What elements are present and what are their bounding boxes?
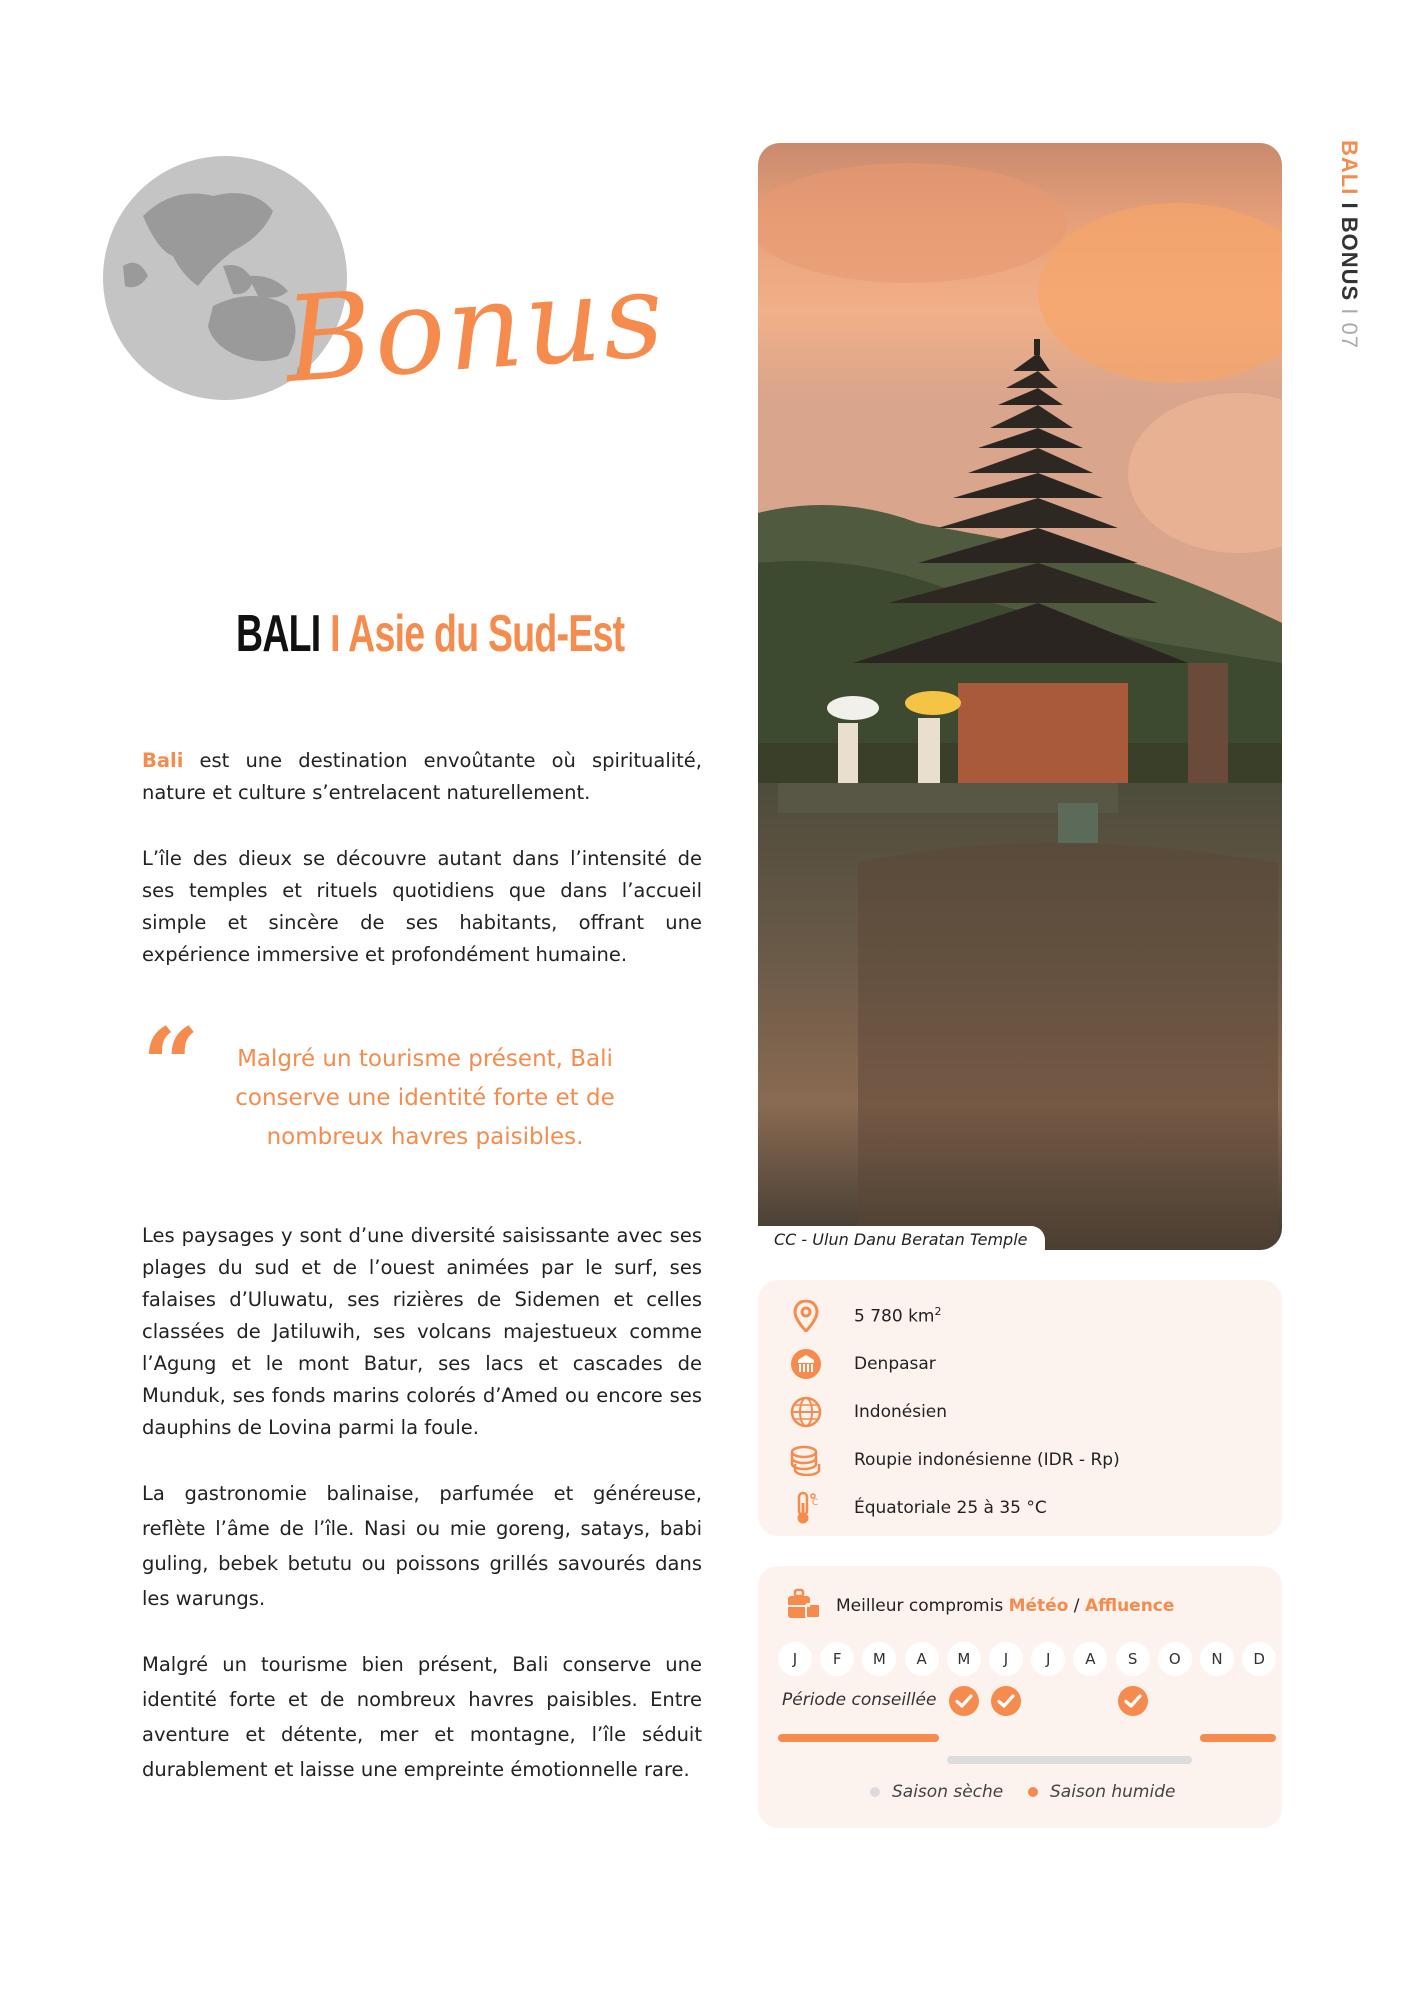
month-7: J	[1031, 1642, 1065, 1676]
month-9: S	[1116, 1642, 1150, 1676]
month-8: A	[1073, 1642, 1107, 1676]
capitol-building-icon	[788, 1346, 824, 1382]
temple-photo	[758, 143, 1282, 1250]
svg-text:C: C	[812, 1498, 819, 1508]
check-icon	[991, 1686, 1021, 1716]
legend-wet: Saison humide	[1028, 1782, 1175, 1802]
dry-season-bar	[947, 1756, 1192, 1764]
side-tab-destination: BALI	[1337, 140, 1362, 196]
fact-language-row	[788, 1392, 947, 1432]
photo-caption: CC - Ulun Danu Beratan Temple	[758, 1226, 1045, 1252]
legend-dry: Saison sèche	[870, 1782, 1003, 1802]
check-icon	[949, 1686, 979, 1716]
fact-climate-row	[788, 1488, 1047, 1528]
title-main: BALI	[236, 605, 321, 663]
intro-highlight: Bali	[142, 749, 184, 772]
fact-language: Indonésien	[854, 1402, 948, 1422]
title-sub: Asie du Sud-Est	[348, 605, 625, 663]
month-1: J	[778, 1642, 812, 1676]
fact-area-row	[788, 1296, 941, 1336]
intro-rest: est une destination envoûtante où spiritualité, nature et culture s’entrelacent naturellement.	[142, 749, 702, 804]
side-tab-section: BONUS	[1337, 216, 1362, 302]
fact-area: 5 780 $km^2$	[854, 1305, 942, 1327]
pull-quote: Malgré un tourisme présent, Bali conserve une identité forte et de nombreux havres paisibles.	[235, 1046, 615, 1150]
side-tab-page-number: 07	[1337, 322, 1362, 350]
fact-currency: Roupie indonésienne (IDR - Rp)	[854, 1450, 1120, 1470]
facts-card	[758, 1280, 1282, 1536]
fact-capital-row	[788, 1344, 936, 1384]
fact-climate: Équatoriale 25 à 35 °C	[854, 1498, 1047, 1518]
dry-dot-icon	[870, 1787, 880, 1797]
month-12: D	[1242, 1642, 1276, 1676]
month-2: F	[820, 1642, 854, 1676]
luggage-icon	[784, 1586, 822, 1628]
month-11: N	[1200, 1642, 1234, 1676]
coins-icon	[788, 1442, 824, 1478]
globe-icon	[788, 1394, 824, 1430]
quote-mark-icon: “	[142, 1006, 200, 1124]
wet-season-bar	[1200, 1734, 1276, 1742]
side-tab-separator-2: I	[1337, 308, 1362, 316]
season-title: Meilleur compromis Météo / Affluence	[836, 1596, 1175, 1616]
thermometer-icon	[788, 1490, 824, 1526]
period-label: Période conseillée	[782, 1690, 937, 1710]
body-paragraph-tourism: Malgré un tourisme bien présent, Bali conserve une identité forte et de nombreux havres paisibles. Entre aventure et détente, mer et montagne, l’île séduit durablement et laisse une empreinte émotionnelle rare.	[142, 1653, 702, 1781]
title-separator: I	[330, 605, 340, 663]
fact-capital: Denpasar	[854, 1354, 936, 1374]
fact-currency-row	[788, 1440, 1120, 1480]
month-10: O	[1158, 1642, 1192, 1676]
body-paragraph-landscapes: Les paysages y sont d’une diversité saisissante avec ses plages du sud et de l’ouest animées par le surf, ses falaises d’Uluwatu, ses rizières de Sidemen et celles classées de Jatiluwih, ses volcans majestueux comme l’Agung et le mont Batur, ses lacs et cascades de Munduk, ses fonds marins colorés d’Amed ou encore ses dauphins de Lovina parmi la foule.	[142, 1224, 702, 1439]
intro-paragraph-2: L’île des dieux se découvre autant dans l’intensité de ses temples et rituels quotidiens que dans l’accueil simple et sincère de ses habitants, offrant une expérience immersive et profondément humaine.	[142, 847, 702, 966]
bonus-script-title: Bonus	[280, 244, 670, 410]
wet-dot-icon	[1028, 1787, 1038, 1797]
month-4: A	[905, 1642, 939, 1676]
season-card	[758, 1566, 1282, 1828]
check-icon	[1118, 1686, 1148, 1716]
month-5: M	[947, 1642, 981, 1676]
month-6: J	[989, 1642, 1023, 1676]
intro-paragraph-1	[142, 745, 702, 809]
body-paragraph-gastronomy: La gastronomie balinaise, parfumée et généreuse, reflète l’âme de l’île. Nasi ou mie goreng, satays, babi guling, bebek betutu ou poissons grillés savourés dans les warungs.	[142, 1482, 702, 1610]
side-tab-separator: I	[1337, 202, 1362, 210]
wet-season-bar	[778, 1734, 939, 1742]
location-pin-icon	[788, 1298, 824, 1334]
side-tab	[1338, 140, 1368, 440]
page-title	[236, 604, 624, 664]
month-3: M	[862, 1642, 896, 1676]
